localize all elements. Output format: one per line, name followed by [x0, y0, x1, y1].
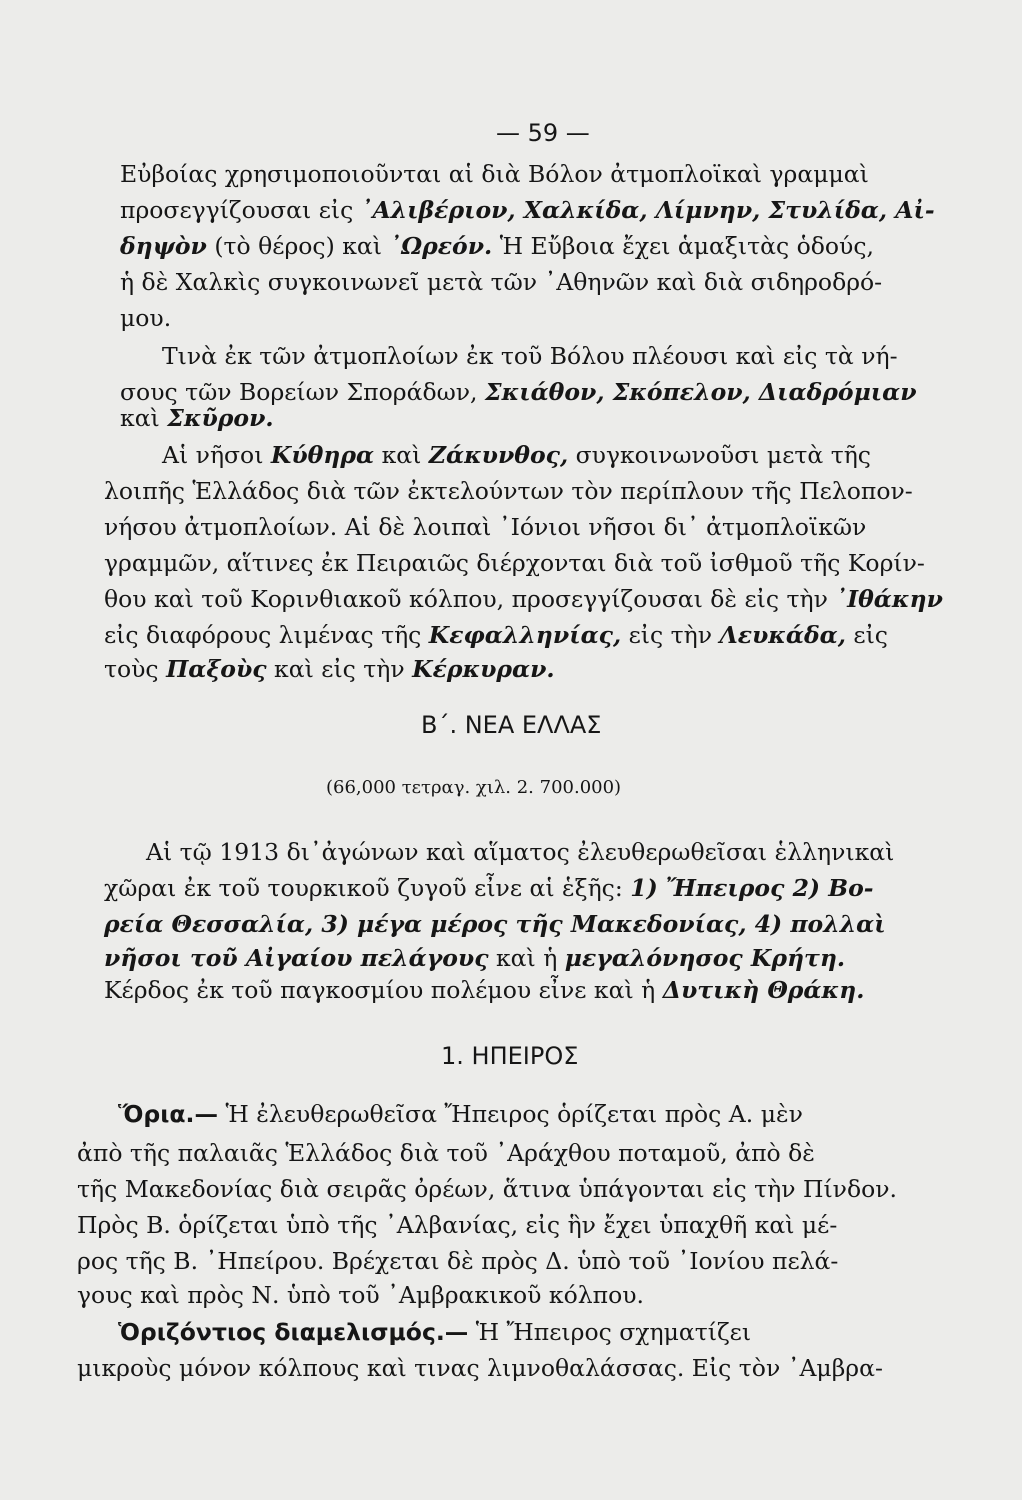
text-line	[104, 621, 888, 649]
text-span: Ἡ Ἤπειρος σχηματίζει	[468, 1318, 752, 1346]
text-span: Ἡ Εὔβοια ἔχει ἁμαξιτὰς ὁδούς,	[492, 232, 874, 260]
text-span: Κέρδος ἐκ τοῦ παγκοσμίου πολέμου εἶνε καὶ ἡ	[104, 976, 663, 1004]
place-name: δηψὸν	[120, 232, 207, 260]
text-span: τοὺς	[104, 655, 167, 683]
text-line: ἡ δὲ Χαλκὶς συγκοινωνεῖ μετὰ τῶν ᾿Αθηνῶν καὶ διὰ σιδηροδρό-	[120, 268, 883, 296]
text-span: Ἡ ἐλευθερωθεῖσα Ἤπειρος ὁρίζεται πρὸς Α. μὲν	[217, 1100, 803, 1128]
place-name: Κέρκυραν.	[412, 655, 555, 683]
place-name: Κεφαλληνίας,	[428, 621, 622, 649]
text-span: (τὸ θέρος) καὶ	[206, 232, 390, 260]
place-names: 1) Ἤπειρος 2) Βο-	[630, 874, 874, 902]
inline-heading: Ὅρια.—	[118, 1100, 218, 1128]
text-span: συγκοινωνοῦσι μετὰ τῆς	[568, 441, 871, 469]
text-line: Τινὰ ἐκ τῶν ἀτμοπλοίων ἐκ τοῦ Βόλου πλέουσι καὶ εἰς τὰ νή-	[162, 342, 898, 370]
text-line	[120, 404, 274, 432]
place-name: Δυτικὴ Θράκη.	[662, 976, 865, 1004]
place-names: Σκιάθον, Σκόπελον, Διαδρόμιαν	[485, 378, 917, 406]
text-line	[120, 232, 874, 260]
text-span: Αἱ νῆσοι	[162, 441, 271, 469]
text-line: λοιπῆς Ἑλλάδος διὰ τῶν ἐκτελούντων τὸν περίπλουν τῆς Πελοπον-	[104, 477, 913, 505]
text-line	[120, 196, 935, 224]
text-line: γους καὶ πρὸς Ν. ὑπὸ τοῦ ᾿Αμβρακικοῦ κόλπου.	[77, 1281, 644, 1309]
place-name: ᾿Ωρεόν.	[389, 232, 493, 260]
text-line: Πρὸς Β. ὁρίζεται ὑπὸ τῆς ᾿Αλβανίας, εἰς ἣν ἔχει ὑπαχθῆ καὶ μέ-	[77, 1211, 838, 1239]
text-span: καὶ ἡ	[488, 944, 565, 972]
text-span: προσεγγίζουσαι εἰς	[120, 196, 361, 224]
text-line: ρος τῆς Β. ᾿Ηπείρου. Βρέχεται δὲ πρὸς Δ. ὑπὸ τοῦ ᾿Ιονίου πελά-	[77, 1247, 839, 1275]
text-line: γραμμῶν, αἵτινες ἐκ Πειραιῶς διέρχονται διὰ τοῦ ἰσθμοῦ τῆς Κορίν-	[104, 549, 925, 577]
text-line	[104, 585, 943, 613]
text-line: μου.	[120, 304, 172, 332]
text-line: νήσου ἀτμοπλοίων. Αἱ δὲ λοιπαὶ ᾿Ιόνιοι νῆσοι δι᾿ ἀτμοπλοϊκῶν	[104, 513, 867, 541]
text-line	[118, 1318, 751, 1346]
text-line	[104, 655, 555, 683]
page-number: — 59 —	[496, 119, 590, 147]
text-line	[118, 1100, 803, 1128]
text-span: χῶραι ἐκ τοῦ τουρκικοῦ ζυγοῦ εἶνε αἱ ἑξῆς:	[104, 874, 631, 902]
section-title: Β΄. ΝΕΑ ΕΛΛΑΣ	[421, 711, 602, 739]
text-span: εἰς	[845, 621, 888, 649]
text-line	[120, 378, 917, 406]
text-line: ρεία Θεσσαλία, 3) μέγα μέρος τῆς Μακεδονίας, 4) πολλαὶ	[104, 910, 886, 938]
text-line: τῆς Μακεδονίας διὰ σειρᾶς ὀρέων, ἅτινα ὑπάγονται εἰς τὴν Πίνδον.	[77, 1175, 898, 1203]
inline-heading: Ὁριζόντιος διαμελισμός.—	[118, 1318, 469, 1346]
text-span: καὶ	[120, 404, 168, 432]
text-line	[104, 944, 845, 972]
text-span: εἰς διαφόρους λιμένας τῆς	[104, 621, 429, 649]
place-name: Κύθηρα	[270, 441, 375, 469]
text-line: ἀπὸ τῆς παλαιᾶς Ἑλλάδος διὰ τοῦ ᾿Αράχθου ποταμοῦ, ἀπὸ δὲ	[77, 1139, 815, 1167]
text-line: μικροὺς μόνον κόλπους καὶ τινας λιμνοθαλάσσας. Εἰς τὸν ᾿Αμβρα-	[77, 1354, 883, 1382]
text-line	[104, 874, 874, 902]
place-name: Παξοὺς	[166, 655, 267, 683]
place-name: Σκῦρον.	[167, 404, 274, 432]
text-line: Αἱ τῷ 1913 δι᾿ἀγώνων καὶ αἵματος ἐλευθερωθεῖσαι ἑλληνικαὶ	[146, 838, 895, 866]
text-span: καὶ	[374, 441, 429, 469]
text-line	[162, 441, 871, 469]
place-name: ᾿Ιθάκην	[835, 585, 943, 613]
place-name: Λευκάδα,	[719, 621, 846, 649]
place-names: ᾿Αλιβέριον, Χαλκίδα, Λίμνην, Στυλίδα, Αἰ-	[360, 196, 935, 224]
text-span: καὶ εἰς τὴν	[266, 655, 413, 683]
text-span: θου καὶ τοῦ Κορινθιακοῦ κόλπου, προσεγγίζουσαι δὲ εἰς τὴν	[104, 585, 836, 613]
subsection-title: 1. ΗΠΕΙΡΟΣ	[441, 1042, 579, 1070]
place-name: Ζάκυνθος,	[428, 441, 569, 469]
text-line	[104, 976, 864, 1004]
place-name: μεγαλόνησος Κρήτη.	[564, 944, 846, 972]
text-line: Εὐβοίας χρησιμοποιοῦνται αἱ διὰ Βόλον ἀτμοπλοϊκαὶ γραμμαὶ	[120, 160, 869, 188]
section-area: (66,000 τετραγ. χιλ. 2. 700.000)	[326, 777, 622, 798]
text-span: εἰς τὴν	[621, 621, 720, 649]
place-names: νῆσοι τοῦ Αἰγαίου πελάγους	[104, 944, 489, 972]
text-span: σους τῶν Βορείων Σποράδων,	[120, 378, 485, 406]
